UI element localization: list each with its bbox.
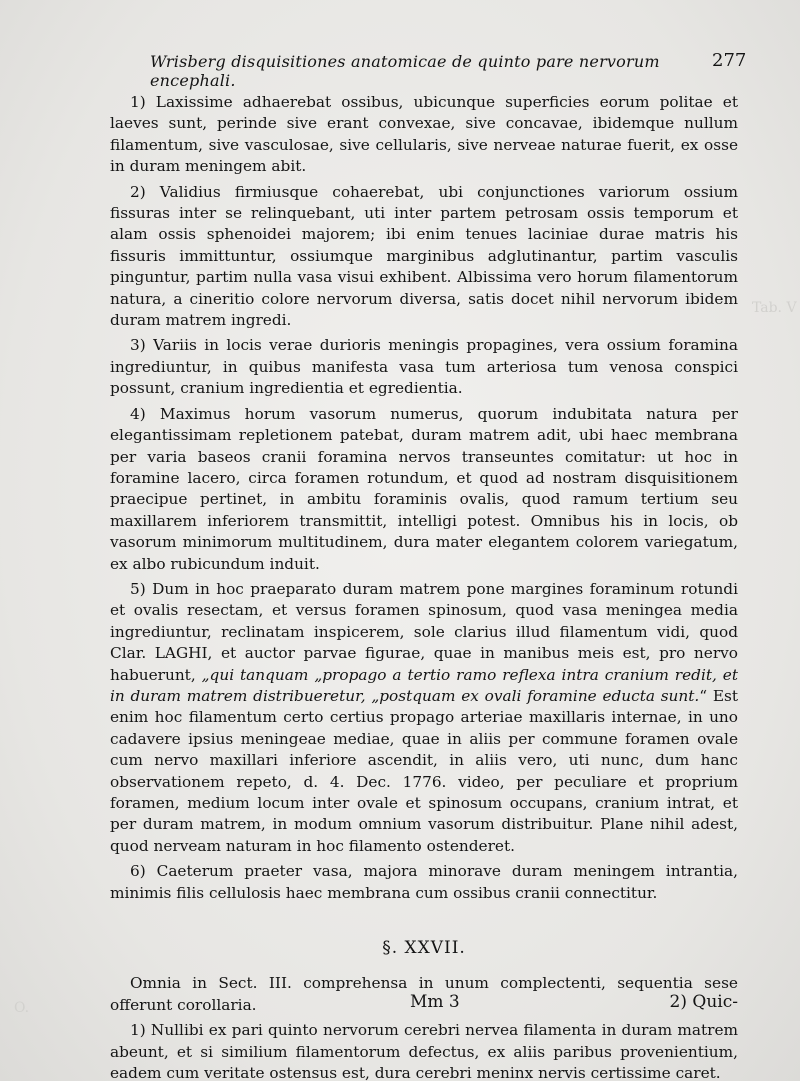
page-number: 277 [712, 50, 747, 71]
paragraph-3: 3) Variis in locis verae durioris meningis propagines, vera ossium foramina ingrediuntur, in quibus manifesta vasa tum arteriosa tum venosa conspici possunt, cranium ingredientia et egredientia. [110, 336, 738, 398]
paragraph-2: 2) Validius firmiusque cohaerebat, ubi conjunctiones variorum ossium fissuras inter se relinquebant, uti inter partem petrosam ossis temporum et alam ossis sphenoidei majorem; ibi enim tenues laciniae durae matris his fissuris immittuntur, ossiumque marginibus adglutinantur, partim vasculis pinguntur, partim nulla vasa visui exhibent. Albissima vero horum filamentorum natura, a cineritio colore nervorum diversa, satis docet nihil nervorum ibidem duram matrem ingredi. [110, 182, 738, 330]
paragraph-6: 6) Caeterum praeter vasa, majora minorave duram meningem intrantia, minimis filis cellulosis haec membrana cum ossibus cranii connectitur. [110, 862, 738, 902]
signature-mark: Mm 3 [410, 992, 460, 1012]
intro-paragraph: Omnia in Sect. III. comprehensa in unum complectenti, sequentia sese offerunt corollaria. [110, 974, 738, 1014]
section-heading: §. XXVII. [382, 938, 466, 959]
running-title: Wrisberg disquisitiones anatomicae de quinto pare nervorum encephali. [150, 52, 660, 90]
bleed-through-text: O. [14, 1000, 30, 1016]
corollary-1: 1) Nullibi ex pari quinto nervorum cerebri nervea filamenta in duram matrem abeunt, et si similium filamentorum defectus, ex aliis paribus provenientium, eadem cum veritate ostensus est, dura cerebri meninx nervis certissime caret. [110, 1021, 738, 1081]
catchword: 2) Quic- [669, 992, 738, 1012]
paragraph-5 [110, 579, 738, 857]
paragraph-1: 1) Laxissime adhaerebat ossibus, ubicunque superficies eorum politae et laeves sunt, perinde sive erant convexae, sive concavae, ibidemque nullum filamentum, sive vasculosae, sive cellularis, sive nerveae naturae fuerit, ex osse in duram meningem abit. [110, 93, 738, 176]
paragraph-4: 4) Maximus horum vasorum numerus, quorum indubitata natura per elegantissimam repletionem patebat, duram matrem adit, ubi haec membrana per varia baseos cranii foramina nervos transeuntes comitatur: ut hoc in foramine lacero, circa foramen rotundum, et quod ad nostram disquisitionem praecipue pertinet, in ambitu foraminis ovalis, quod ramum tertium seu maxillarem inferiorem transmittit, intelligi potest. Omnibus his in locis, ob vasorum minimorum multitudinem, dura mater elegantem colorem variegatum, ex albo rubicundum induit. [110, 404, 738, 573]
paragraph-5-text: 5) Dum in hoc praeparato duram matrem pone margines foraminum rotundi et ovalis resectam, et versus foramen spinosum, quod vasa meningea media ingrediuntur, reclinatam inspicerem, sole clarius illud filamentum vidi, quod Clar. LAGHI, et auctor parvae figurae, quae in manibus meis est, pro nervo habuerunt, [110, 579, 738, 684]
paragraph-5-continuation: “ Est enim hoc filamentum certo certius propago arteriae maxillaris internae, in uno cadavere ipsius meningeae mediae, quae in aliis per commune foramen ovale cum nervo maxillari inferiore ascendit, in aliis vero, uti nunc, dum hanc observationem repeto, d. 4. Dec. 1776. video, per peculiare et proprium foramen, medium locum inter ovale et spinosum occupans, cranium intrat, et per duram matrem, in modum omnium vasorum distribuitur. Plane nihil adest, quod nerveam naturam in hoc filamento ostenderet. [110, 686, 738, 855]
bleed-through-text: Tab. V [752, 300, 797, 316]
main-text [110, 92, 738, 1081]
quoted-passage: „qui tanquam „propago a tertio ramo reflexa intra cranium redit, et in duram matrem distribueretur, „postquam ex ovali foramine educta sunt. [110, 665, 738, 705]
